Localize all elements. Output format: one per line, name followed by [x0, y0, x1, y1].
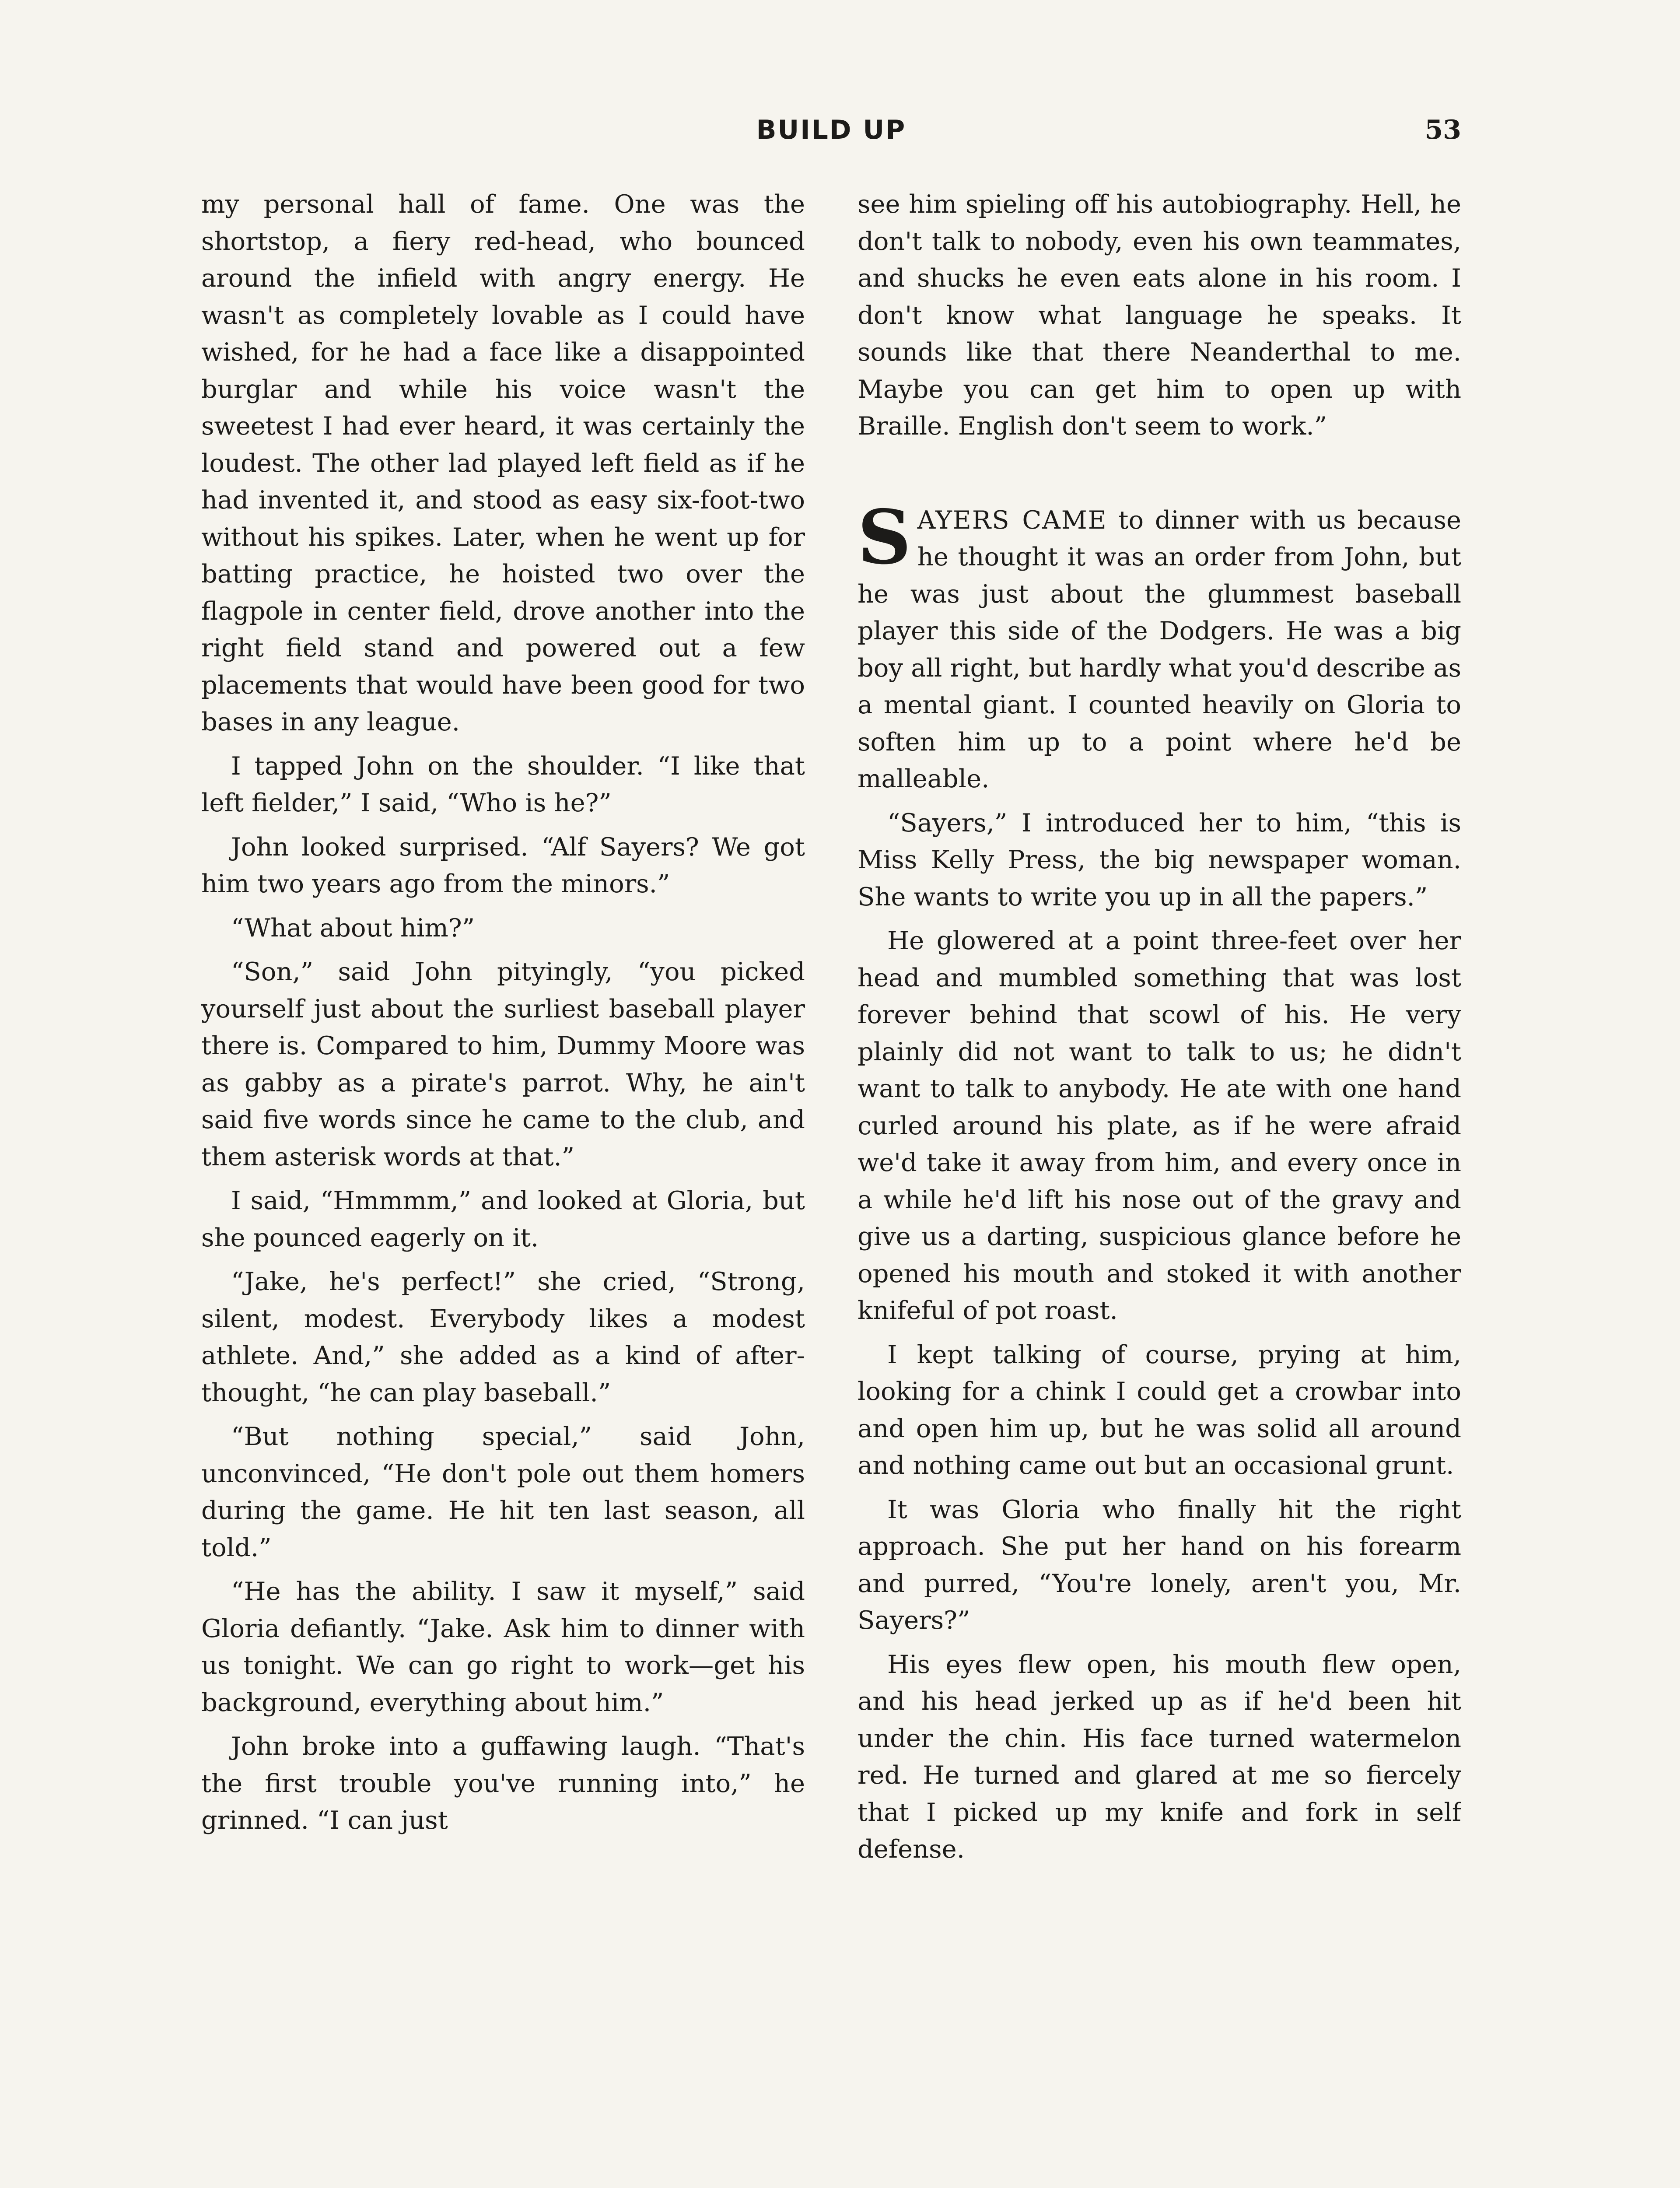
paragraph: I tapped John on the shoulder. “I like that left fielder,” I said, “Who is he?”	[201, 751, 805, 817]
paragraph: John broke into a guffawing laugh. “That's the first trouble you've running into,” he grinned. “I can just	[201, 1732, 805, 1835]
page-number: 53	[1424, 115, 1461, 145]
paragraph: John looked surprised. “Alf Sayers? We got him two years ago from the minors.”	[201, 832, 805, 898]
running-title: BUILD UP	[756, 115, 906, 145]
paragraph: “Son,” said John pityingly, “you picked yourself just about the surliest baseball player there is. Compared to him, Dummy Moore was as gabby as a pirate's parrot. Why, he ain't said five words since he came to the club, and them asterisk words at that.”	[201, 957, 805, 1171]
paragraph: “He has the ability. I saw it myself,” said Gloria defiantly. “Jake. Ask him to dinner with us tonight. We can go right to work—get his background, everything about him.”	[201, 1577, 805, 1717]
paragraph: see him spieling off his autobiography. Hell, he don't talk to nobody, even his own teammates, and shucks he even eats alone in his room. I don't know what language he speaks. It sounds like that there Neanderthal to me. Maybe you can get him to open up with Braille. English don't seem to work.”	[858, 189, 1461, 441]
section-opening-paragraph	[858, 493, 1461, 798]
paragraph: I kept talking of course, prying at him, looking for a chink I could get a crowbar into and open him up, but he was solid all around and nothing came out but an occasional grunt.	[858, 1339, 1461, 1480]
left-column	[201, 186, 805, 2188]
paragraph: He glowered at a point three-feet over her head and mumbled something that was lost forever behind that scowl of his. He very plainly did not want to talk to us; he didn't want to talk to anybody. He ate with one hand curled around his plate, as if he were afraid we'd take it away from him, and every once in a while he'd lift his nose out of the gravy and give us a darting, suspicious glance before he opened his mouth and stoked it with another knifeful of pot roast.	[858, 926, 1461, 1325]
paragraph: “But nothing special,” said John, unconvinced, “He don't pole out them homers during the game. He hit ten last season, all told.”	[201, 1422, 805, 1562]
right-column	[858, 186, 1461, 2188]
paragraph: my personal hall of fame. One was the shortstop, a fiery red-head, who bounced around the infield with angry energy. He wasn't as completely lovable as I could have wished, for he had a face like a disappointed burglar and while his voice wasn't the sweetest I had ever heard, it was certainly the loudest. The other lad played left field as if he had invented it, and stood as easy six-foot-two without his spikes. Later, when he went up for batting practice, he hoisted two over the flagpole in center field, drove another into the right field stand and powered out a few placements that would have been good for two bases in any league.	[201, 189, 805, 736]
paragraph: His eyes flew open, his mouth flew open, and his head jerked up as if he'd been hit under the chin. His face turned watermelon red. He turned and glared at me so fiercely that I picked up my knife and fork in self defense.	[858, 1649, 1461, 1864]
paragraph: “Sayers,” I introduced her to him, “this is Miss Kelly Press, the big newspaper woman. She wants to write you up in all the papers.”	[858, 808, 1461, 912]
drop-cap: S	[858, 493, 911, 581]
lead-text: to dinner with us because he thought it was an order from John, but he was just about the glummest baseball player this side of the Dodgers. He was a big boy all right, but hardly what you'd describe as a mental giant. I counted heavily on Gloria to soften him up to a point where he'd be malleable.	[858, 505, 1461, 793]
page-header	[201, 115, 1461, 167]
paragraph: “Jake, he's perfect!” she cried, “Strong, silent, modest. Everybody likes a modest athlete. And,” she added as a kind of after-thought, “he can play baseball.”	[201, 1267, 805, 1407]
paragraph: It was Gloria who finally hit the right approach. She put her hand on his forearm and purred, “You're lonely, aren't you, Mr. Sayers?”	[858, 1494, 1461, 1635]
lead-caps: AYERS CAME	[917, 505, 1107, 535]
paragraph: I said, “Hmmmm,” and looked at Gloria, but she pounced eagerly on it.	[201, 1186, 805, 1252]
paragraph: “What about him?”	[231, 913, 475, 943]
